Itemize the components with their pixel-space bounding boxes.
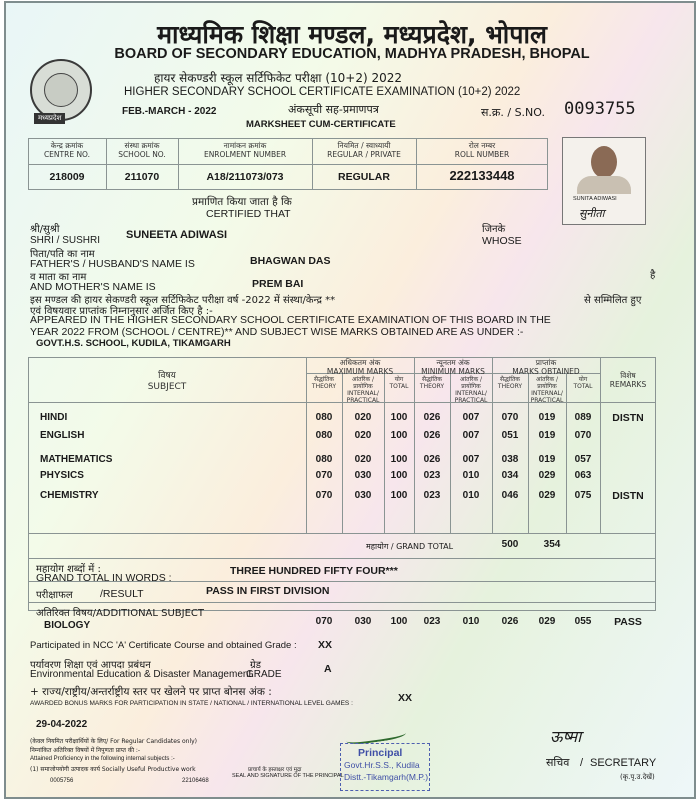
shri-hindi: श्री/सुश्री	[30, 224, 60, 235]
photo-caption: SUNITA ADIWASI	[573, 196, 617, 202]
mark-cell: 030	[354, 616, 372, 627]
principal-stamp-school: Govt.Hr.S.S., Kudila	[344, 760, 420, 770]
student-name: SUNEETA ADIWASI	[126, 229, 228, 241]
board-title-english: BOARD OF SECONDARY EDUCATION, MADHYA PRADESH, BHOPAL	[114, 46, 590, 62]
bonus-label-hindi: + राज्य/राष्ट्रीय/अन्तर्राष्ट्रीय स्तर पर खेलने पर प्राप्त बोनस अंक :	[30, 686, 272, 698]
words-label-hindi: महायोग शब्दों में :	[36, 564, 101, 575]
doc-title-hindi: अंकसूची सह-प्रमाणपत्र	[288, 103, 379, 116]
mark-cell: 020	[354, 454, 372, 465]
mark-cell: 019	[538, 430, 556, 441]
serial-number: 0093755	[564, 99, 636, 119]
env-label-hindi: पर्यावरण शिक्षा एवं आपदा प्रबंधन	[30, 660, 151, 671]
mark-cell: 070	[574, 430, 592, 441]
secretary-note: (कृ.पृ.उ.देखें)	[620, 773, 655, 781]
mark-cell: 026	[423, 412, 441, 423]
photo-head	[591, 146, 617, 178]
mark-cell: 080	[315, 430, 333, 441]
mark-cell: 029	[538, 616, 556, 627]
additional-subject-name: BIOLOGY	[44, 620, 91, 631]
mark-cell: 055	[574, 616, 592, 627]
remark-cell: DISTN	[612, 490, 644, 502]
school-name: GOVT.H.S. SCHOOL, KUDILA, TIKAMGARH	[36, 338, 231, 349]
centre-no: 218009	[49, 171, 85, 183]
mark-cell: 019	[538, 412, 556, 423]
mark-cell: 026	[501, 616, 519, 627]
father-name: BHAGWAN DAS	[250, 255, 331, 267]
doc-title-english: MARKSHEET CUM-CERTIFICATE	[246, 119, 396, 130]
footer-note-3: Attained Proficiency in the following internal subjects :-	[30, 756, 175, 762]
statement-hindi-1: इस मण्डल की हायर सेकण्डरी स्कूल सर्टिफिकेट परीक्षा वर्ष -2022 में संस्था/केन्द्र **	[30, 295, 336, 306]
mark-cell: 026	[423, 430, 441, 441]
mark-cell: 030	[354, 470, 372, 481]
enrolment-header: नामांकन क्रमांक ENROLMENT NUMBER	[203, 141, 287, 159]
mark-cell: 010	[462, 616, 480, 627]
photo-signature: सुनीता	[579, 207, 605, 220]
footer-code-2: 22106468	[182, 778, 209, 784]
shri-english: SHRI / SUSHRI	[30, 235, 101, 246]
grand-total-obtained: 354	[543, 539, 561, 550]
mark-cell: 030	[354, 490, 372, 501]
roll-number: 222133448	[449, 168, 515, 183]
subject-physics: PHYSICS	[40, 470, 84, 481]
statement-english-1: APPEARED IN THE HIGHER SECONDARY SCHOOL CERTIFICATE EXAMINATION OF THIS BOARD IN THE	[30, 314, 551, 326]
subject-hindi: HINDI	[40, 412, 68, 423]
min-theory-header: सैद्धांतिक THEORY	[419, 376, 445, 390]
mark-cell: 023	[423, 470, 441, 481]
footer-code-1: 0005756	[50, 778, 74, 784]
mark-cell: 007	[462, 430, 480, 441]
mark-cell: 046	[501, 490, 519, 501]
school-no: 211070	[124, 171, 160, 183]
serial-label: स.क्र. / S.NO.	[481, 106, 545, 119]
board-seal-inner	[44, 73, 78, 107]
statement-english-2: YEAR 2022 FROM (SCHOOL / CENTRE)** AND SUBJECT WISE MARKS OBTAINED ARE AS UNDER :-	[30, 326, 524, 338]
mark-cell: 010	[462, 490, 480, 501]
certify-english: CERTIFIED THAT	[206, 208, 291, 220]
exam-session: FEB.-MARCH - 2022	[122, 106, 217, 117]
school-no-header: संस्था क्रमांक SCHOOL NO.	[118, 141, 166, 159]
hai-text: है	[650, 270, 656, 281]
mark-cell: 051	[501, 430, 519, 441]
mark-cell: 007	[462, 412, 480, 423]
env-grade-english: GRADE	[246, 669, 282, 680]
regular-private-header: नियमित / स्वाध्यायी REGULAR / PRIVATE	[327, 141, 401, 159]
seal-text: मध्यप्रदेश	[34, 113, 65, 124]
mark-cell: 080	[315, 412, 333, 423]
subject-chemistry: CHEMISTRY	[40, 490, 99, 501]
mark-cell: 023	[423, 490, 441, 501]
mother-name: PREM BAI	[252, 278, 304, 290]
remarks-header: विशेष REMARKS	[609, 371, 647, 389]
words-label-english: GRAND TOTAL IN WORDS :	[36, 572, 172, 584]
principal-stamp-district: Distt.-Tikamgarh(M.P.)	[344, 772, 429, 782]
exam-title-hindi: हायर सेकण्डरी स्कूल सर्टिफिकेट परीक्षा (10+2) 2022	[154, 71, 403, 85]
whose-hindi: जिनके	[482, 224, 506, 235]
mark-cell: 089	[574, 412, 592, 423]
mark-cell: 100	[390, 430, 408, 441]
footer-note-1: (केवल नियमित परीक्षार्थियों के लिए/ For Regular Candidates only)	[30, 738, 198, 745]
mark-cell: 057	[574, 454, 592, 465]
mark-cell: 075	[574, 490, 592, 501]
min-marks-header: न्यूनतम अंक MINIMUM MARKS	[421, 358, 485, 376]
principal-label-english: SEAL AND SIGNATURE OF THE PRINCIPAL	[232, 773, 344, 779]
additional-subject-label: अतिरिक्त विषय/ADDITIONAL SUBJECT	[36, 608, 205, 619]
obt-internal-header: आंतरिक / प्रायोगिक INTERNAL/ PRACTICAL	[530, 376, 564, 404]
certify-hindi: प्रमाणित किया जाता है कि	[192, 196, 292, 208]
statement-hindi-2: एवं विषयवार प्राप्तांक निम्नानुसार अर्जित किए है :-	[30, 306, 213, 317]
footer-note-2: निम्नांकित अतिरिक्त विषयों में निपुणता प्राप्त की :-	[30, 747, 141, 754]
min-internal-header: आंतरिक / प्रायोगिक INTERNAL/ PRACTICAL	[454, 376, 488, 404]
mark-cell: 020	[354, 412, 372, 423]
enrolment-number: A18/211073/073	[206, 171, 284, 183]
secretary-signature: ऊष्मा	[550, 727, 582, 746]
exam-title-english: HIGHER SECONDARY SCHOOL CERTIFICATE EXAMINATION (10+2) 2022	[124, 86, 521, 98]
regular-private: REGULAR	[338, 171, 390, 183]
mark-cell: 100	[390, 470, 408, 481]
grand-total-max: 500	[501, 539, 519, 550]
mark-cell: 070	[315, 490, 333, 501]
mark-cell: 029	[538, 470, 556, 481]
env-label-english: Environmental Education & Disaster Management.	[30, 669, 255, 680]
father-english: FATHER'S / HUSBAND'S NAME IS	[30, 258, 195, 270]
mark-cell: 100	[390, 412, 408, 423]
mark-cell: 038	[501, 454, 519, 465]
max-marks-header: अधिकतम अंक MAXIMUM MARKS	[326, 358, 394, 376]
mark-cell: 010	[462, 470, 480, 481]
mark-cell: 070	[315, 470, 333, 481]
grand-total-label: महायोग / GRAND TOTAL	[366, 542, 454, 551]
photo-body	[577, 176, 631, 194]
centre-no-header: केन्द्र क्रमांक CENTRE NO.	[43, 141, 91, 159]
result-label-english: /RESULT	[100, 588, 144, 600]
ncc-label: Participated in NCC 'A' Certificate Course and obtained Grade :	[30, 640, 297, 651]
mark-cell: 026	[423, 454, 441, 465]
env-grade-value: A	[324, 663, 332, 675]
whose-english: WHOSE	[482, 235, 522, 247]
max-theory-header: सैद्धांतिक THEORY	[311, 376, 337, 390]
mark-cell: 100	[390, 490, 408, 501]
student-photo	[562, 137, 646, 225]
result-label-hindi: परीक्षाफल	[36, 590, 73, 601]
mark-cell: 029	[538, 490, 556, 501]
grand-total-words: THREE HUNDRED FIFTY FOUR***	[230, 565, 398, 577]
mark-cell: 020	[354, 430, 372, 441]
mark-cell: 023	[423, 616, 441, 627]
subject-header: विषय SUBJECT	[147, 371, 187, 392]
result-value: PASS IN FIRST DIVISION	[206, 585, 330, 597]
secretary-label-slash: /	[580, 757, 584, 769]
subject-english: ENGLISH	[40, 430, 85, 441]
secretary-label-hindi: सचिव	[546, 756, 570, 769]
additional-remark: PASS	[614, 616, 642, 628]
mark-cell: 034	[501, 470, 519, 481]
max-internal-header: आंतरिक / प्रायोगिक INTERNAL/ PRACTICAL	[346, 376, 380, 404]
footer-note-4: (1) समाजोपयोगी उत्पादक कार्य Socially Useful Productive work	[30, 766, 196, 773]
secretary-label-english: SECRETARY	[590, 757, 657, 769]
mark-cell: 080	[315, 454, 333, 465]
remark-cell: DISTN	[612, 412, 644, 424]
mark-cell: 070	[315, 616, 333, 627]
mother-hindi: व माता का नाम	[30, 272, 87, 283]
bonus-label-english: AWARDED BONUS MARKS FOR PARTICIPATION IN STATE / NATIONAL / INTERNATIONAL LEVEL GAMES :	[30, 700, 353, 707]
bonus-value: XX	[398, 692, 413, 704]
ncc-grade: XX	[318, 639, 333, 651]
subject-mathematics: MATHEMATICS	[40, 454, 113, 465]
father-hindi: पिता/पति का नाम	[30, 249, 95, 260]
mark-cell: 100	[390, 616, 408, 627]
obt-theory-header: सैद्धांतिक THEORY	[497, 376, 523, 390]
mark-cell: 063	[574, 470, 592, 481]
issue-date: 29-04-2022	[36, 719, 88, 730]
principal-label-hindi: प्राचार्य के हस्ताक्षर एवं मुद्रा	[248, 767, 302, 773]
statement-hindi-right: से सम्मिलित हुए	[584, 295, 642, 306]
mother-english: AND MOTHER'S NAME IS	[30, 281, 156, 293]
principal-stamp-title: Principal	[358, 747, 403, 759]
mark-cell: 070	[501, 412, 519, 423]
board-title-hindi: माध्यमिक शिक्षा मण्डल, मध्यप्रदेश, भोपाल	[157, 20, 547, 49]
env-grade-hindi: ग्रेड	[250, 660, 261, 671]
obt-total-header: योग TOTAL	[573, 376, 593, 390]
marksheet	[4, 1, 696, 799]
marks-obtained-header: प्राप्तांक MARKS OBTAINED	[512, 358, 580, 376]
max-total-header: योग TOTAL	[389, 376, 409, 390]
roll-number-header: रोल नम्बर ROLL NUMBER	[454, 141, 510, 159]
mark-cell: 019	[538, 454, 556, 465]
mark-cell: 007	[462, 454, 480, 465]
mark-cell: 100	[390, 454, 408, 465]
